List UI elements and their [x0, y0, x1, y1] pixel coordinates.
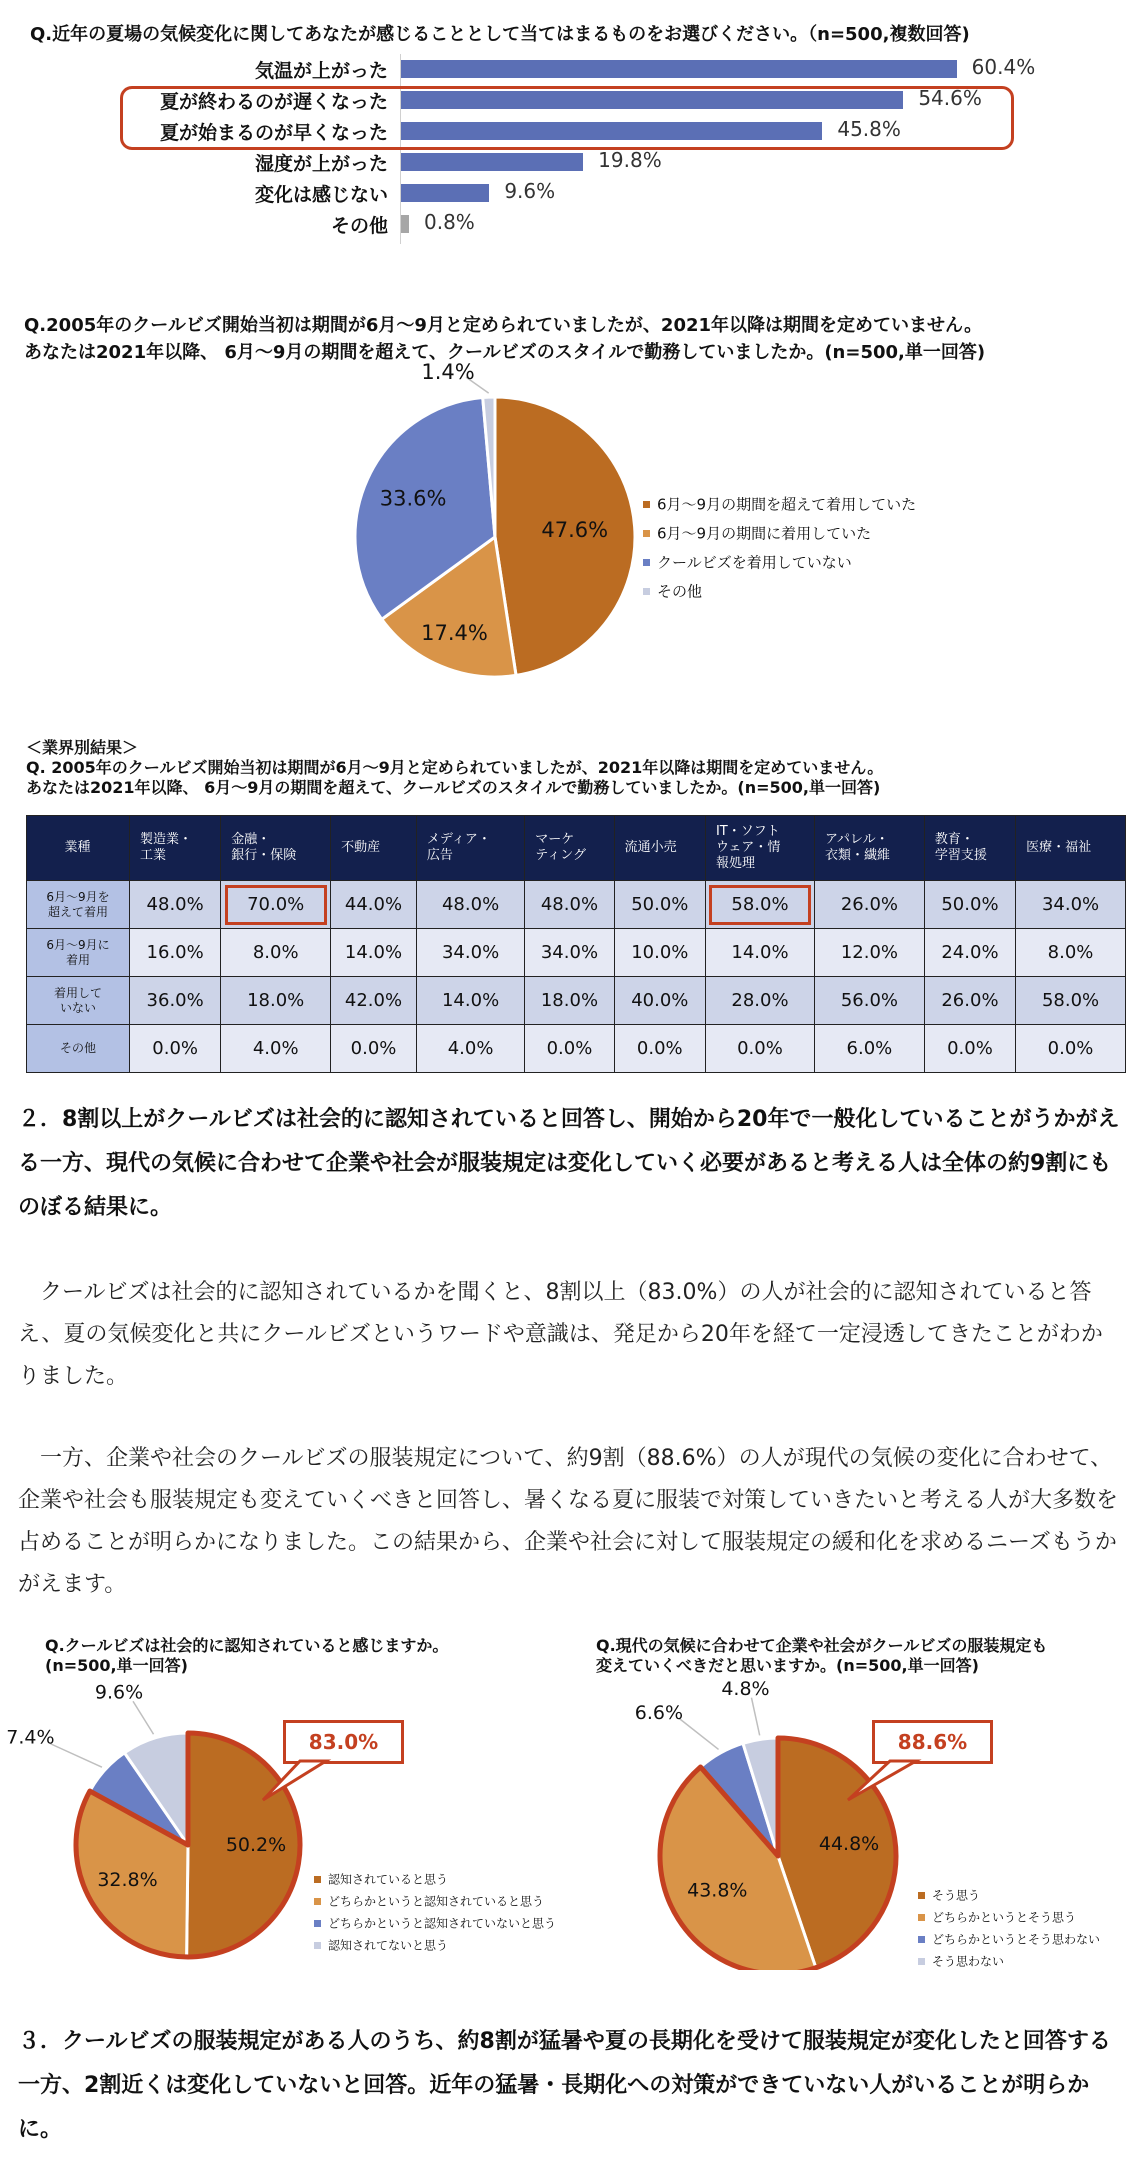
bar-category-label: 湿度が上がった — [254, 153, 388, 175]
legend-label: どちらかというと認知されていないと思う — [328, 1916, 557, 1931]
industry-table — [26, 815, 1126, 1073]
table-column-header: 業種 — [27, 816, 130, 881]
table-cell: 28.0% — [705, 977, 814, 1025]
table-cell: 42.0% — [331, 977, 417, 1025]
table-row — [27, 977, 1126, 1025]
table-cell: 48.0% — [130, 881, 221, 929]
table-cell: 0.0% — [924, 1025, 1015, 1073]
pie-value-label: 43.8% — [687, 1879, 748, 1902]
bar — [401, 215, 409, 233]
pie-value-label: 1.4% — [421, 360, 475, 385]
legend-label: 6月〜9月の期間を超えて着用していた — [657, 495, 917, 514]
recognition-pie-title-line-1: Q.クールビズは社会的に認知されていると感じますか。 — [45, 1636, 449, 1655]
section-3-heading: ３．クールビズの服装規定がある人のうち、約8割が猛暑や夏の長期化を受けて服装規定が変化したと回答する一方、2割近くは変化していないと回答。近年の猛暑・長期化への対策ができていない人がいることが明らかに。 — [18, 2029, 1111, 2142]
table-row-header: 着用して いない — [27, 977, 130, 1025]
table-cell: 0.0% — [130, 1025, 221, 1073]
legend-label: どちらかというと認知されていると思う — [328, 1894, 545, 1909]
bar-value-label: 0.8% — [424, 210, 475, 234]
table-cell: 18.0% — [525, 977, 614, 1025]
table-header-row — [27, 816, 1126, 881]
table-title — [26, 738, 883, 798]
bar-category-label: 夏が始まるのが早くなった — [159, 122, 388, 144]
table-title-line-2: Q. 2005年のクールビズ開始当初は期間が6月〜9月と定められていましたが、2021年以降は期間を定めていません。 — [26, 758, 884, 777]
table-cell: 40.0% — [614, 977, 705, 1025]
legend-swatch — [918, 1958, 925, 1965]
table-column-header: マーケ ティング — [525, 816, 614, 881]
table-column-header: メディア・ 広告 — [416, 816, 524, 881]
bar-category-label: 変化は感じない — [254, 184, 388, 206]
legend-label: そう思わない — [932, 1954, 1005, 1969]
bar-category-label: 夏が終わるのが遅くなった — [159, 91, 388, 113]
pie-value-label: 7.4% — [6, 1726, 55, 1749]
pie-value-label: 32.8% — [97, 1868, 158, 1891]
bar-category-label: その他 — [330, 215, 388, 237]
table-cell: 14.0% — [416, 977, 524, 1025]
pie-value-label: 47.6% — [541, 517, 609, 542]
table-cell: 56.0% — [815, 977, 925, 1025]
bar — [401, 153, 583, 171]
legend-label: 認知されてないと思う — [328, 1938, 449, 1953]
pie-chart-title-line-1: Q.2005年のクールビズ開始当初は期間が6月〜9月と定められていましたが、2021年以降は期間を定めていません。 — [24, 315, 983, 336]
legend-label: その他 — [657, 582, 703, 601]
legend-swatch — [314, 1920, 321, 1927]
bar-category-label: 気温が上がった — [254, 60, 388, 82]
table-row — [27, 929, 1126, 977]
bar-value-label: 45.8% — [837, 117, 901, 141]
legend-swatch — [643, 530, 650, 537]
table-cell: 0.0% — [331, 1025, 417, 1073]
bar-value-label: 60.4% — [971, 55, 1036, 79]
rules-pie-title-line-2: 変えていくべきだと思いますか。(n=500,単一回答) — [596, 1656, 979, 1675]
pie-leader-line — [133, 1701, 154, 1734]
table-cell: 10.0% — [614, 929, 705, 977]
table-cell: 70.0% — [221, 881, 331, 929]
legend-swatch — [643, 559, 650, 566]
table-cell: 6.0% — [815, 1025, 925, 1073]
pie-leader-line — [679, 1718, 719, 1749]
table-cell: 24.0% — [924, 929, 1015, 977]
table-cell: 0.0% — [705, 1025, 814, 1073]
table-cell: 4.0% — [221, 1025, 331, 1073]
legend-label: どちらかというとそう思う — [932, 1910, 1077, 1925]
pie-value-label: 17.4% — [421, 620, 488, 645]
recognition-pie-title-line-2: (n=500,単一回答) — [45, 1656, 188, 1675]
table-cell: 0.0% — [1016, 1025, 1126, 1073]
highlight-box — [120, 86, 1014, 150]
table-title-line-1: ＜業界別結果＞ — [26, 738, 139, 757]
table-cell: 4.0% — [416, 1025, 524, 1073]
table-title-line-3: あなたは2021年以降、 6月〜9月の期間を超えて、クールビズのスタイルで勤務していましたか。(n=500,単一回答) — [26, 778, 881, 797]
table-cell: 58.0% — [705, 881, 814, 929]
table-cell: 36.0% — [130, 977, 221, 1025]
section-2-heading: ２．8割以上がクールビズは社会的に認知されていると回答し、開始から20年で一般化していることがうかがえる一方、現代の気候に合わせて企業や社会が服装規定は変化していく必要があると考える人は全体の約9割にものぼる結果に。 — [18, 1107, 1120, 1220]
table-column-header: 流通小売 — [614, 816, 705, 881]
pie-value-label: 9.6% — [94, 1681, 144, 1704]
table-cell: 48.0% — [525, 881, 614, 929]
rules-pie-title-line-1: Q.現代の気候に合わせて企業や社会がクールビズの服装規定も — [596, 1636, 1048, 1655]
table-row — [27, 1025, 1126, 1073]
pie-leader-line — [50, 1744, 102, 1767]
table-column-header: 不動産 — [331, 816, 417, 881]
legend-swatch — [643, 588, 650, 595]
bar-value-label: 9.6% — [504, 179, 556, 203]
pie-value-label: 44.8% — [818, 1832, 880, 1855]
table-cell: 18.0% — [221, 977, 331, 1025]
table-column-header: 金融・ 銀行・保険 — [221, 816, 331, 881]
table-cell: 0.0% — [614, 1025, 705, 1073]
table-cell: 12.0% — [815, 929, 925, 977]
table-column-header: 医療・福祉 — [1016, 816, 1126, 881]
pie-chart-title — [24, 312, 985, 366]
table-cell: 8.0% — [1016, 929, 1126, 977]
legend-swatch — [314, 1898, 321, 1905]
table-cell: 14.0% — [705, 929, 814, 977]
table-cell: 48.0% — [416, 881, 524, 929]
legend-swatch — [314, 1942, 321, 1949]
pie-chart-title-line-2: あなたは2021年以降、 6月〜9月の期間を超えて、クールビズのスタイルで勤務していましたか。(n=500,単一回答) — [24, 342, 986, 363]
table-row-header: 6月〜9月に 着用 — [27, 929, 130, 977]
pie-value-label: 33.6% — [379, 486, 447, 511]
bar-chart-title: Q.近年の夏場の気候変化に関してあなたが感じることとして当てはまるものをお選びください。（n=500,複数回答) — [30, 24, 970, 45]
table-row-header: 6月〜9月を 超えて着用 — [27, 881, 130, 929]
legend-swatch — [918, 1892, 925, 1899]
legend-label: 6月〜9月の期間に着用していた — [657, 524, 872, 543]
pie-chart-dress-rules — [570, 1680, 1138, 1970]
table-column-header: 教育・ 学習支援 — [924, 816, 1015, 881]
table-cell: 34.0% — [416, 929, 524, 977]
callout-83: 83.0% — [283, 1720, 404, 1764]
table-cell: 26.0% — [815, 881, 925, 929]
callout-886: 88.6% — [872, 1720, 993, 1764]
table-cell: 16.0% — [130, 929, 221, 977]
table-cell: 26.0% — [924, 977, 1015, 1025]
pie-value-label: 4.8% — [721, 1680, 770, 1701]
table-cell: 58.0% — [1016, 977, 1126, 1025]
bar-value-label: 19.8% — [598, 148, 662, 172]
bar-value-label: 54.6% — [918, 86, 982, 110]
table-column-header: IT・ソフト ウェア・情 報処理 — [705, 816, 814, 881]
legend-swatch — [643, 501, 650, 508]
table-cell: 8.0% — [221, 929, 331, 977]
table-cell: 14.0% — [331, 929, 417, 977]
legend-swatch — [918, 1936, 925, 1943]
legend-label: どちらかというとそう思わない — [932, 1932, 1101, 1947]
pie-leader-line — [751, 1698, 759, 1736]
section-2-paragraph-2: 一方、企業や社会のクールビズの服装規定について、約9割（88.6%）の人が現代の気候の変化に合わせて、企業や社会も服装規定も変えていくべきと回答し、暑くなる夏に服装で対策していきたいと考える人が大多数を占めることが明らかになりました。この結果から、企業や社会に対して服装規定の緩和化を求めるニーズもうかがえます。 — [18, 1446, 1119, 1597]
pie-value-label: 6.6% — [634, 1701, 684, 1724]
pie-chart-overtime — [0, 360, 1138, 690]
pie-value-label: 50.2% — [225, 1833, 287, 1856]
table-cell: 44.0% — [331, 881, 417, 929]
table-column-header: 製造業・ 工業 — [130, 816, 221, 881]
table-cell: 34.0% — [525, 929, 614, 977]
table-row-header: その他 — [27, 1025, 130, 1073]
table-row — [27, 881, 1126, 929]
legend-label: クールビズを着用していない — [657, 553, 852, 572]
pie-chart-recognition — [0, 1680, 560, 1970]
section-2-paragraph-1: クールビズは社会的に認知されているかを聞くと、8割以上（83.0%）の人が社会的に認知されていると答え、夏の気候変化と共にクールビズというワードや意識は、発足から20年を経て一定浸透してきたことがわかりました。 — [18, 1280, 1103, 1389]
legend-swatch — [918, 1914, 925, 1921]
table-cell: 50.0% — [924, 881, 1015, 929]
table-cell: 0.0% — [525, 1025, 614, 1073]
bar-chart — [0, 50, 1138, 250]
table-column-header: アパレル・ 衣類・繊維 — [815, 816, 925, 881]
table-cell: 50.0% — [614, 881, 705, 929]
recognition-pie-title — [45, 1636, 448, 1676]
legend-swatch — [314, 1876, 321, 1883]
bar — [401, 184, 489, 202]
table-cell: 34.0% — [1016, 881, 1126, 929]
rules-pie-title — [596, 1636, 1047, 1676]
legend-label: そう思う — [932, 1888, 981, 1903]
bar — [401, 60, 957, 78]
legend-label: 認知されていると思う — [328, 1872, 449, 1887]
